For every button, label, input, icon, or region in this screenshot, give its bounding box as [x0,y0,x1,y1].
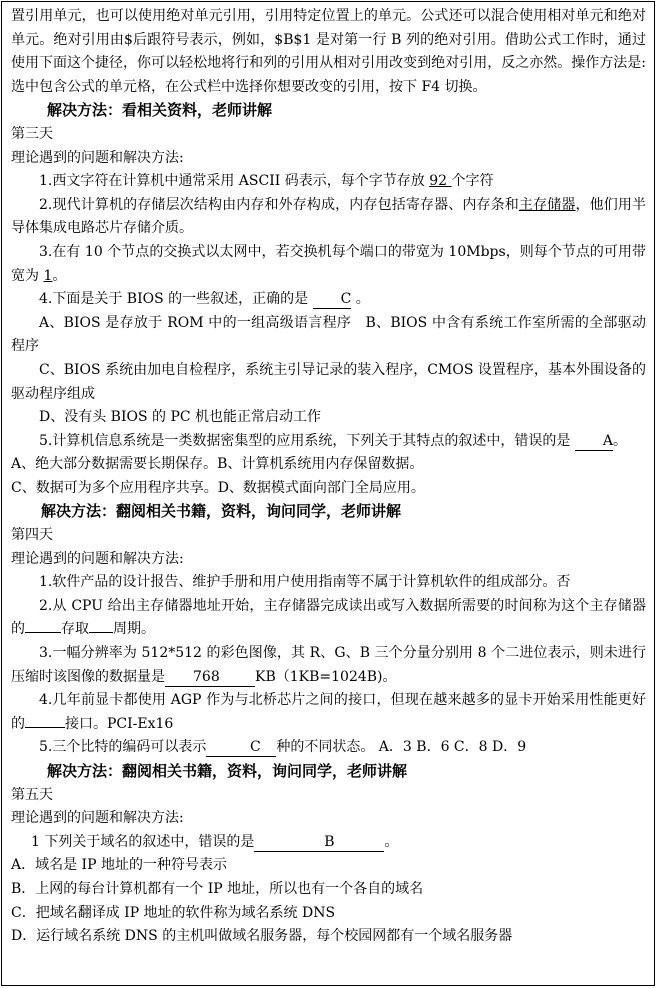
answer: A [575,433,613,451]
day-title: 第五天 [11,786,53,803]
blank-line [25,632,61,633]
solution-heading: 解决方法：翻阅相关书籍，资料，询问同学，老师讲解 [41,502,402,521]
answer: B [254,834,384,852]
answer: 1 [43,267,53,284]
option-item: A、BIOS 是存放于 ROM 中的一组高级语言程序 B、BIOS 中含有系统工作室所需的全部驱动程序 [11,314,646,355]
section-subtitle: 理论遇到的问题和解决方法: [11,550,184,567]
question-item: 3.在有 10 个节点的交换式以太网中，若交换机每个端口的带宽为 10Mbps，则每个节点的可用带宽为 1。 [11,243,646,284]
question-item: 1.西文字符在计算机中通常采用 ASCII 码表示，每个字节存放 92 个字符 [39,173,494,190]
question-item: 5.三个比特的编码可以表示 C 种的不同状态。 A．3 B．6 C．8 D．9 [39,739,527,756]
option-item: C、BIOS 系统由加电自检程序，系统主引导记录的装入程序，CMOS 设置程序，基本外围设备的驱动程序组成 [11,361,646,402]
answer: 主存储器 [518,196,576,213]
question-item: 2.从 CPU 给出主存储器地址开始，主存储器完成读出或写入数据所需要的时间称为这个主存储器的 存取 周期。 [11,597,646,638]
answer: 768 [165,669,255,687]
question-item: 4.几年前显卡都使用 AGP 作为与北桥芯片之间的接口，但现在越来越多的显卡开始采用性能更好的 接口。PCI-Ex16 [11,692,646,732]
intro-paragraph: 置引用单元，也可以使用绝对单元引用，引用特定位置上的单元。公式还可以混合使用相对单元和绝对单元。绝对引用由$后跟符号表示，例如，$B$1 是对第一行 B 列的绝对引用。借助公式工作时，通过使用下面这个捷径，你可以轻松地将行和列的引用从相对引用改变到绝对引用，反之亦然。操作方法是:选中包含公式的单元格，在公式栏中选择你想要改变的引用，按下 F4 切换。 [11,8,646,95]
option-item: D．运行域名系统 DNS 的主机叫做域名服务器，每个校园网都有一个域名服务器 [11,928,513,945]
question-item: 1 下列关于域名的叙述中，错误的是 B 。 [31,833,399,850]
section-subtitle: 理论遇到的问题和解决方法: [11,149,184,166]
section-subtitle: 理论遇到的问题和解决方法: [11,810,184,827]
answer: C [313,291,352,309]
solution-heading: 解决方法：看相关资料，老师讲解 [47,101,273,120]
option-item: C、数据可为多个应用程序共享。D、数据模式面向部门全局应用。 [11,479,425,496]
day-title: 第四天 [11,527,53,544]
option-item: C．把域名翻译成 IP 地址的软件称为域名系统 DNS [11,904,336,921]
option-item: B．上网的每台计算机都有一个 IP 地址，所以也有一个各自的域名 [11,880,424,897]
option-item: A．域名是 IP 地址的一种符号表示 [11,857,227,874]
question-item: 1.软件产品的设计报告、维护手册和用户使用指南等不属于计算机软件的组成部分。否 [39,574,571,591]
answer: 92 [429,173,452,190]
document-page [1,1,655,986]
day-title: 第三天 [11,125,53,142]
question-item: 5.计算机信息系统是一类数据密集型的应用系统，下列关于其特点的叙述中，错误的是 A。 [39,432,627,449]
answer: C [206,739,276,757]
blank-line [89,632,113,633]
solution-heading: 解决方法：翻阅相关书籍，资料，询问同学，老师讲解 [47,762,408,780]
blank-line [25,727,65,728]
option-item: D、没有头 BIOS 的 PC 机也能正常启动工作 [39,409,322,426]
option-item: A、绝大部分数据需要长期保存。B、计算机系统用内存保留数据。 [11,456,424,473]
question-item: 2.现代计算机的存储层次结构由内存和外存构成，内存包括寄存器、内存条和主存储器，他们用半导体集成电路芯片存储介质。 [11,196,647,237]
document-body [11,5,646,949]
question-item: 3.一幅分辨率为 512*512 的彩色图像，其 R、G、B 三个分量分别用 8 个二进位表示，则未进行压缩时该图像的数据量是 768 KB（1KB=1024B)。 [11,645,646,685]
question-item: 4.下面是关于 BIOS 的一些叙述，正确的是 C 。 [39,291,370,308]
